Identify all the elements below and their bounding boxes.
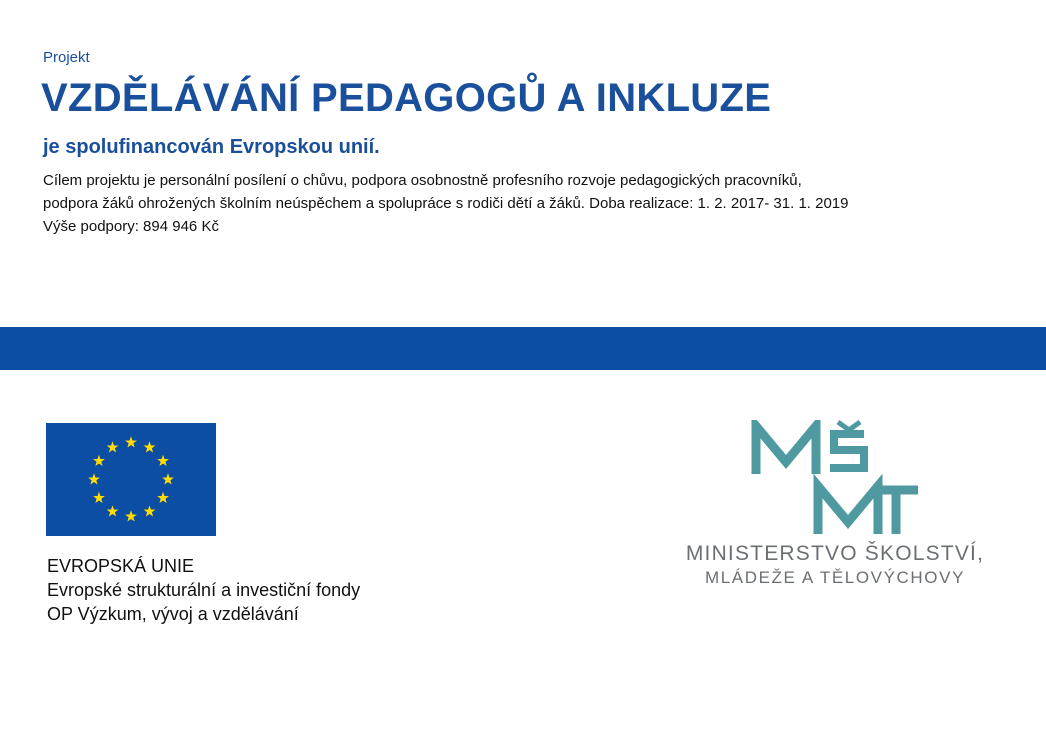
eu-star-icon	[88, 473, 100, 484]
cofinance-statement: je spolufinancován Evropskou unií.	[43, 136, 380, 158]
msmt-logo-icon	[746, 420, 926, 542]
description-line: Výše podpory: 894 946 Kč	[43, 218, 219, 235]
eu-star-icon	[93, 455, 105, 466]
eu-star-icon	[93, 492, 105, 503]
msmt-text-block	[660, 542, 1010, 588]
eu-programme: OP Výzkum, vývoj a vzdělávání	[47, 604, 299, 624]
eu-name: EVROPSKÁ UNIE	[47, 556, 195, 576]
eu-funds: Evropské strukturální a investiční fondy	[47, 580, 361, 600]
project-label: Projekt	[43, 49, 90, 66]
eu-star-icon	[125, 436, 137, 447]
eu-text-block	[47, 554, 360, 626]
eu-stars-icon	[46, 423, 216, 536]
project-title: VZDĚLÁVÁNÍ PEDAGOGŮ A INKLUZE	[41, 76, 772, 120]
eu-flag-icon	[46, 423, 216, 536]
description-line: podpora žáků ohrožených školním neúspěchem a spolupráce s rodiči dětí a žáků. Doba realizace: 1. 2. 2017- 31. 1. 2019	[43, 195, 849, 212]
description-line: Cílem projektu je personální posílení o chůvu, podpora osobnostně profesního rozvoje pedagogických pracovníků,	[43, 172, 802, 189]
eu-star-icon	[162, 473, 174, 484]
eu-star-icon	[144, 441, 156, 452]
msmt-logo	[746, 420, 926, 542]
ministry-name-line1: MINISTERSTVO ŠKOLSTVÍ,	[685, 542, 985, 565]
eu-star-icon	[144, 505, 156, 516]
ministry-name-line2: MLÁDEŽE A TĚLOVÝCHOVY	[704, 568, 966, 587]
eu-star-icon	[107, 441, 119, 452]
eu-star-icon	[107, 505, 119, 516]
eu-star-icon	[125, 510, 137, 521]
blue-divider-bar	[0, 327, 1046, 370]
eu-star-icon	[157, 455, 169, 466]
eu-star-icon	[157, 492, 169, 503]
project-description	[43, 169, 1023, 238]
